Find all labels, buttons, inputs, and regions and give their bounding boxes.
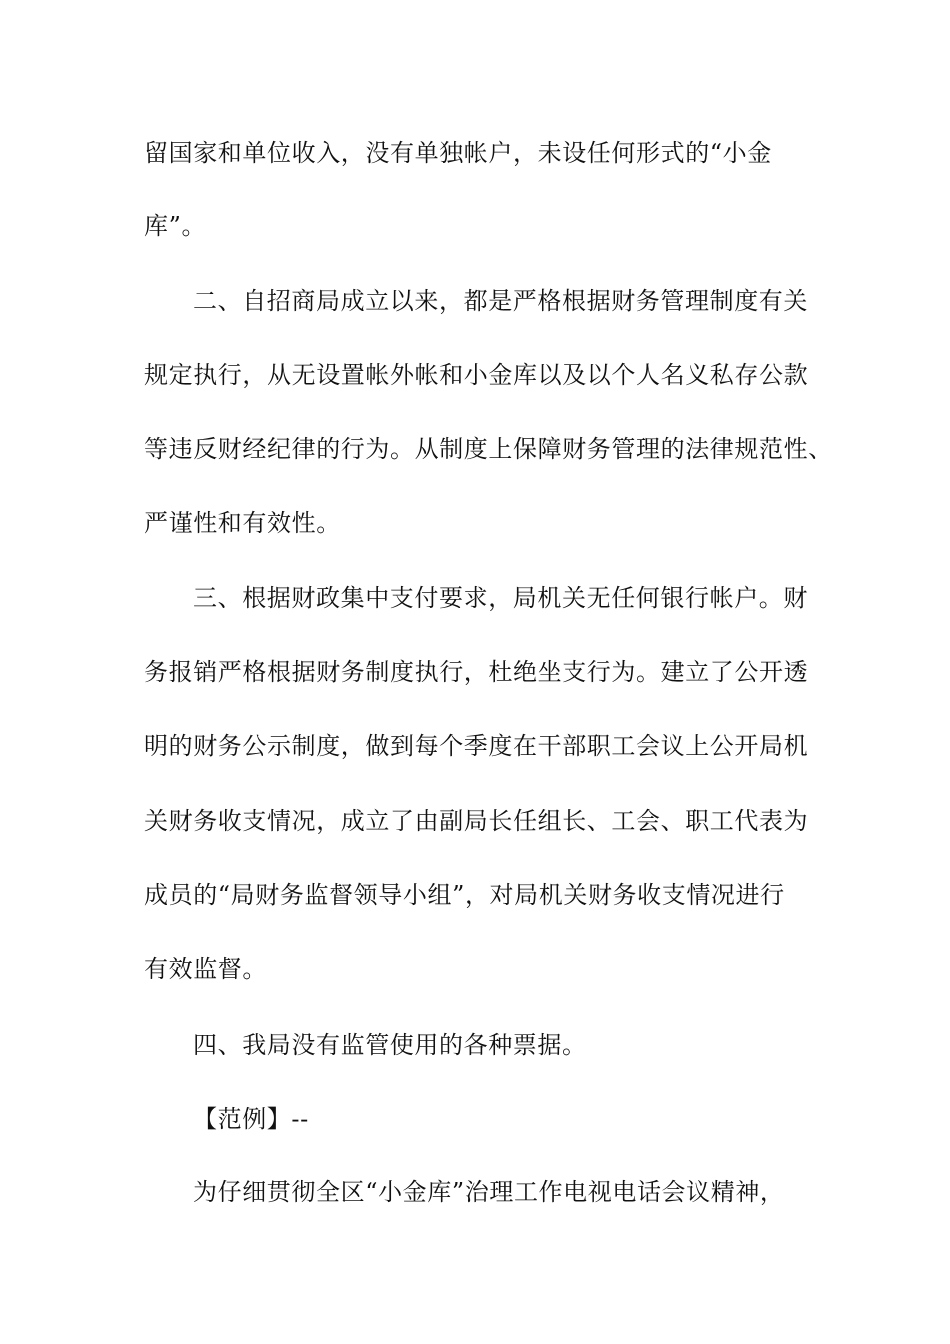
text-line: 成员的“局财务监督领导小组”，对局机关财务收支情况进行 <box>144 881 785 909</box>
paragraph-start-line: 为仔细贯彻全区“小金库”治理工作电视电话会议精神， <box>193 1178 785 1206</box>
text-line: 有效监督。 <box>144 955 267 983</box>
text-line: 明的财务公示制度，做到每个季度在干部职工会议上公开局机 <box>144 732 809 760</box>
text-line: 库”。 <box>144 212 207 240</box>
text-line: 关财务收支情况，成立了由副局长任组长、工会、职工代表为 <box>144 807 809 835</box>
paragraph-start-line: 四、我局没有监管使用的各种票据。 <box>193 1031 587 1059</box>
paragraph-start-line: 二、自招商局成立以来，都是严格根据财务管理制度有关 <box>193 287 808 315</box>
paragraph-start-line: 三、根据财政集中支付要求，局机关无任何银行帐户。财 <box>193 584 808 612</box>
text-line: 等违反财经纪律的行为。从制度上保障财务管理的法律规范性、 <box>144 435 833 463</box>
example-heading: 【范例】-- <box>193 1105 309 1133</box>
text-line: 留国家和单位收入，没有单独帐户，未设任何形式的“小金 <box>144 139 772 167</box>
text-line: 务报销严格根据财务制度执行，杜绝坐支行为。建立了公开透 <box>144 658 809 686</box>
text-line: 严谨性和有效性。 <box>144 509 341 537</box>
text-line: 规定执行，从无设置帐外帐和小金库以及以个人名义私存公款 <box>144 361 809 389</box>
